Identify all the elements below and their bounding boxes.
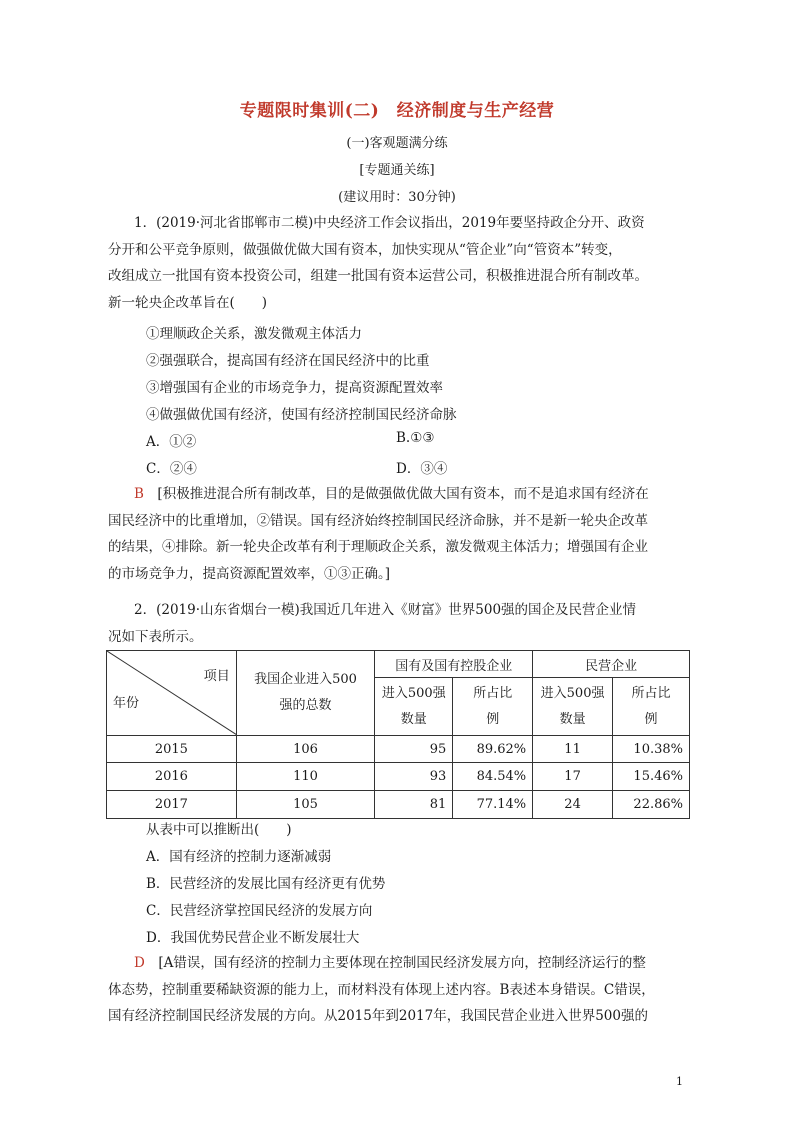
- state-ratio-header: [453, 678, 533, 736]
- q1-option-d: D．③④: [396, 461, 448, 477]
- suggested-time: (建议用时：30分钟): [338, 190, 456, 205]
- q1-option-c: C．②④: [146, 461, 197, 477]
- q2-option-b: B．民营经济的发展比国有经济更有优势: [146, 876, 386, 892]
- q1-line: 1．(2019·河北省邯郸市二模)中央经济工作会议指出，2019年要坚持政企分开、政资: [134, 215, 645, 231]
- question-2-stem: [108, 597, 688, 650]
- year-cell: 2015: [107, 736, 237, 763]
- q1-item-2: ②强强联合，提高国有经济在国民经济中的比重: [146, 353, 430, 369]
- col-total-header-line: 强的总数: [279, 698, 332, 713]
- private-count-cell: 17: [533, 763, 613, 791]
- q1-explanation: [108, 481, 688, 587]
- q2-explanation: [108, 950, 688, 1030]
- state-count-header: [375, 678, 453, 736]
- col-total-header-line: 我国企业进入500: [254, 672, 357, 687]
- private-ratio-cell: 22.86%: [613, 791, 690, 819]
- header-line: 进入500强: [540, 685, 605, 701]
- q1-line: 新一轮央企改革旨在( ): [108, 294, 268, 311]
- state-count-cell: 95: [375, 736, 453, 763]
- q2-option-d: D．我国优势民营企业不断发展壮大: [146, 930, 360, 946]
- group-state-header: 国有及国有控股企业: [375, 651, 533, 678]
- private-count-header: [533, 678, 613, 736]
- header-line: 例: [486, 711, 500, 727]
- q1-exp-line: 国民经济中的比重增加，②错误。国有经济始终控制国民经济命脉，并不是新一轮央企改革: [108, 512, 648, 529]
- q1-exp-line: [积极推进混合所有制改革，目的是做强做优做大国有资本，而不是追求国有经济在: [143, 486, 649, 502]
- enterprise-table: [106, 650, 690, 819]
- state-ratio-cell: 77.14%: [453, 791, 533, 819]
- state-count-cell: 81: [375, 791, 453, 819]
- q2-exp-line: 国有经济控制国民经济发展的方向。从2015年到2017年，我国民营企业进入世界500强的: [108, 1008, 648, 1024]
- q2-line: 2．(2019·山东省烟台一模)我国近几年进入《财富》世界500强的国企及民营企业情: [134, 602, 637, 618]
- corner-year-label: 年份: [113, 696, 140, 711]
- q2-stem: 从表中可以推断出( ): [146, 822, 292, 838]
- state-ratio-cell: 84.54%: [453, 763, 533, 791]
- q2-option-c: C．民营经济掌控国民经济的发展方向: [146, 903, 373, 919]
- q2-answer: D: [134, 955, 145, 971]
- question-1-stem: [108, 210, 688, 316]
- table-corner-cell: [107, 651, 237, 736]
- total-cell: 105: [236, 791, 375, 819]
- q1-item-4: ④做强做优国有经济，使国有经济控制国民经济命脉: [146, 407, 457, 423]
- state-ratio-cell: 89.62%: [453, 736, 533, 763]
- private-count-cell: 11: [533, 736, 613, 763]
- year-cell: 2017: [107, 791, 237, 819]
- year-cell: 2016: [107, 763, 237, 791]
- q1-line: 分开和公平竞争原则，做强做优做大国有资本，加快实现从“管企业”向“管资本”转变，: [108, 241, 622, 258]
- header-line: 例: [644, 711, 658, 727]
- q1-exp-line: 的结果，④排除。新一轮央企改革有利于理顺政企关系，激发微观主体活力；增强国有企业: [108, 539, 648, 555]
- total-cell: 106: [236, 736, 375, 763]
- q2-option-a: A．国有经济的控制力逐渐减弱: [146, 849, 332, 865]
- table-row: [107, 763, 690, 791]
- header-line: 所占比: [473, 685, 513, 701]
- col-total-header: [236, 651, 375, 736]
- q1-option-b: B.①③: [396, 430, 435, 446]
- state-count-cell: 93: [375, 763, 453, 791]
- table-row: [107, 736, 690, 763]
- header-line: 进入500强: [381, 685, 446, 701]
- private-ratio-cell: 15.46%: [613, 763, 690, 791]
- section-subtitle: (一)客观题满分练: [346, 136, 448, 151]
- q2-exp-line: [A错误，国有经济的控制力主要体现在控制国民经济发展方向，控制经济运行的整: [144, 955, 646, 971]
- total-cell: 110: [236, 763, 375, 791]
- header-line: 数量: [559, 711, 586, 727]
- q1-line: 改组成立一批国有资本投资公司，组建一批国有资本运营公司，积极推进混合所有制改革。: [108, 268, 648, 284]
- private-ratio-header: [613, 678, 690, 736]
- private-count-cell: 24: [533, 791, 613, 819]
- header-line: 所占比: [631, 685, 671, 701]
- table-row: [107, 791, 690, 819]
- q1-answer: B: [134, 486, 144, 502]
- q1-item-3: ③增强国有企业的市场竞争力，提高资源配置效率: [146, 380, 443, 396]
- page-number: 1: [676, 1075, 683, 1088]
- corner-item-label: 项目: [203, 669, 230, 684]
- q1-option-a: A．①②: [146, 434, 197, 450]
- section-label: [专题通关练]: [359, 163, 435, 178]
- q2-exp-line: 体态势，控制重要稀缺资源的能力上，而材料没有体现上述内容。B表述本身错误。C错误，: [108, 981, 655, 998]
- q1-item-1: ①理顺政企关系，激发微观主体活力: [146, 326, 362, 342]
- header-line: 数量: [400, 711, 427, 727]
- private-ratio-cell: 10.38%: [613, 736, 690, 763]
- page-title: 专题限时集训(二) 经济制度与生产经营: [239, 101, 555, 121]
- q1-exp-line: 的市场竞争力，提高资源配置效率，①③正确。]: [108, 565, 391, 582]
- group-private-header: 民营企业: [533, 651, 690, 678]
- q2-line: 况如下表所示。: [108, 628, 203, 645]
